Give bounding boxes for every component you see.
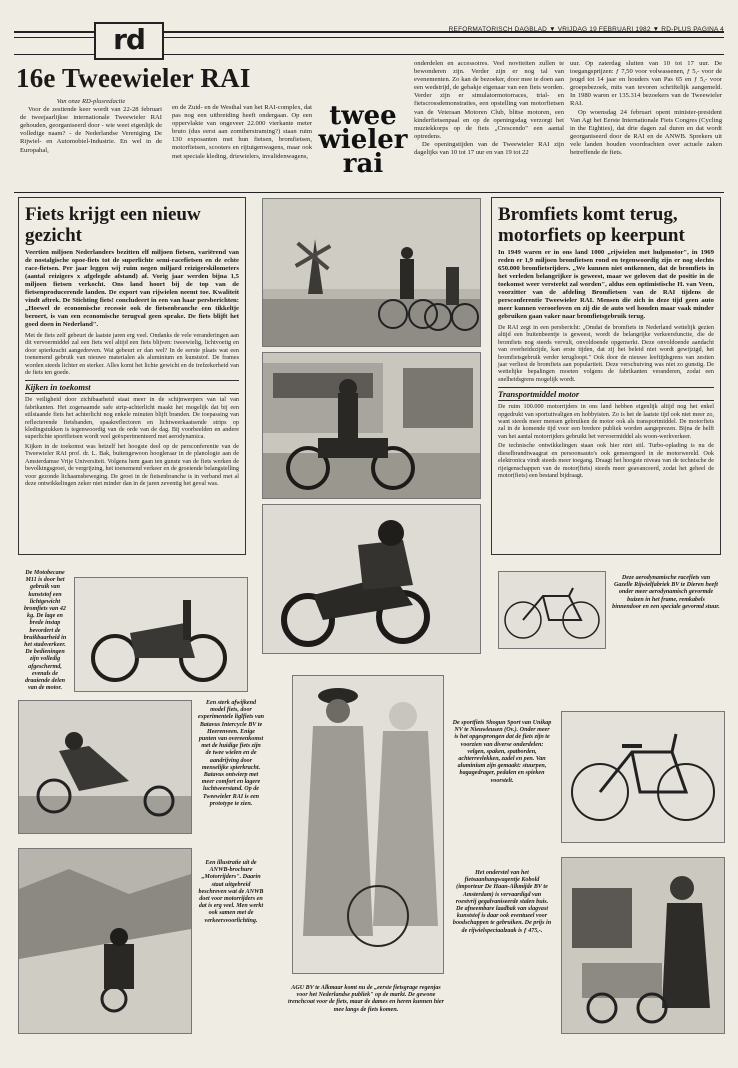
intro-text-3: onderdelen en accessoires. Veel noviteiten zullen te bewonderen zijn. Verder zijn er nog tal van evenementen. Zo kan de bezoeker, door mee te doen aan een wedstrijd, de gebakje eigenaar van een fiets worden. Verder zijn er simulatormotorraces, trial- en fietscrossdemonstraties, een opstelling van motorfietsen van de Veteraan Motoren Club, blitse motoren, een kinderfietsenpaal en op de openingsdag verzorgt het muziekkorps op de fiets „Crescendo" een aantal optredens.: [414, 60, 564, 140]
page-title: 16e Tweewieler RAI: [16, 63, 251, 93]
intro-column-3: [414, 60, 564, 157]
photo-shogun-sportfiets-image: [562, 712, 724, 842]
caption-motobecane: De Motobecane M11 is door het gebruik van kunststof een lichtgewicht bromfiets van 42 kg. De lage en brede instap bevordert de bruikbaarheid in het stadsverkeer. De bedieningen zijn volledig afgeschermd, evenals de draaiende delen van de motor.: [23, 570, 67, 692]
photo-agu-regenjas-image: [293, 676, 443, 973]
header-info: REFORMATORISCH DAGBLAD ▼ VRIJDAG 19 FEBRUARI 1982 ▼ RD-PLUS PAGINA 4: [448, 26, 724, 33]
article-fiets-title: Fiets krijgt een nieuw gezicht: [25, 204, 201, 246]
intro-text-4b: Op woensdag 24 februari opent minister-president Van Agt het Eerste Internationale Fiets Congres (Cycling in the Eighties), dat drie dagen zal duren en dat wordt georganiseerd door de RAI en de ANWB. Sprekers uit vele landen houden voordrachten over actuele zaken betreffende de fiets.: [570, 108, 722, 157]
intro-text-1: Voor de zestiende keer wordt van 22-28 februari de tweejaarlijkse internationale Tweewieler RAI gehouden, georganiseerd door - wie weet eigenlijk de volledige naam? - de Nederlandse Vereniging De Rijwiel- en Automobiel-Industrie. En wel in de Europahal,: [20, 106, 162, 154]
caption-shogun: De sportfiets Shogun Sport van Unikap NV te Nieuwleusen (Ov.). Onder meer is het opgesprongen dat de fiets zijn te voorzien van diverse onderdelen: velgen, spaken, spatborden, achterrevlekken, zadel en pen. Van aluminium zijn gemaakt: stuurpen, bagagedrager, pedalen en spieken voorstelt.: [452, 720, 552, 784]
article-bromfiets-subhead: Transportmiddel motor: [498, 387, 714, 401]
intro-column-1: [20, 98, 162, 155]
article-bromfiets-title: Bromfiets komt terug, motorfiets op keerpunt: [498, 204, 685, 246]
photo-dutch-cyclists-image: [263, 199, 480, 346]
tweewieler-rai-logo: twee wieler rai: [318, 101, 408, 179]
photo-batavus-ligfiets: [18, 700, 192, 834]
article-fiets: [18, 197, 246, 555]
photo-shogun-sportfiets: [561, 711, 725, 843]
intro-text-3b: De openingstijden van de Tweewieler RAI zijn dagelijks van 10 tot 17 uur en van 19 tot 22: [414, 140, 564, 157]
photo-bus-motorcycle-image: [263, 353, 480, 498]
photo-racebike-gazelle: [498, 571, 606, 649]
intro-text-2: en de Zuid- en de Westhal van het RAI-complex, dat pas nog een uitbreiding heeft ondergaan. Op een oppervlakte van ongeveer 22.000 vierkante meter bruto (dus eerst aan zomtherstraming?) staan ruim 130 exposanten met hun fietsen, bromfietsen, motorfietsen, scooters en rijtuigenwagens, maar ook met speciale kleding, driewielers, invalidenwagens,: [172, 104, 312, 160]
intro-column-4: [570, 60, 722, 157]
caption-agu: AGU BV te Alkmaar komt nu de „eerste fietsgrage regenjas voor het Nederlandse publiek" op de markt. De gewone trenchcoat voor de fiets, maar de dames en heren kunnen hier mee langs de fiets komen.: [288, 985, 444, 1013]
article-fiets-body: Met de fiets zelf gebeurt de laatste jaren erg veel. Ondanks de vele veranderingen aan dit vervoermiddel zal een fiets wel altijd een fiets blijven: tweewielig, lichtvoetig en door spierkracht aangedreven. Wat gebeurt er dan wel? In de eerste plaats wat een toenemend gebruik van nieuwe materialen als aluminium en kunststof. De frames worden steeds lichter en sterker. Alles komt het lichte gewicht en de trefzekerheid van de fiets ten goede.: [25, 332, 239, 377]
caption-batavus: Een sterk afwijkend model fiets, door experimentele liglfiets van Batavus Intercycle BV te Heerenveen. Enige punten van overeenkomst met de huidige fiets zijn de twee wielen en de aandrijving door menselijke spierkracht. Batavus ontwierp met meer comfort en lagere luchtweerstand. Op de Tweewieler RAI is een prototype te zien.: [198, 700, 265, 807]
article-bromfiets-lead: In 1949 waren er in ons land 1000 „rijwielen met hulpmotor", in 1969 reden er 1,9 miljoen bromfietsen rond en tegenwoordig zijn er nog slechts 650.000 bromfietsrijders. „We kunnen niet ontkennen, dat de bromfiets in het verleden belangrijker is geweest, maar we geloven dat de positie in de toekomst weer versterkt zal worden", aldus een optimistische H. van Veen, voorzitter van de afdeling Bromfietsen van de RAI tijdens de persconferentie Tweewieler RAI. Mensen die zich in deze tijd geen auto meer kunnen veroorloven en zij die de auto wel houden maar vaak minder gebruiken gaan vaker naar bromfietsgebruik terug.: [498, 249, 714, 320]
intro-text-4: uur. Op zaterdag sluiten van 10 tot 17 uur. De toegangsprijzen: ƒ 7,50 voor volwassenen, ƒ 5,- voor de jeugd tot 14 jaar en houders van Pas 65 en ƒ 5,- voor groepsbezoek, mits van tevoren schriftelijk aangemeld. In 1980 waren er 135.314 bezoekers van de Tweewieler RAI.: [570, 60, 722, 108]
photo-motobecane-moped: [74, 577, 248, 692]
photo-anwb-motorrijder-image: [19, 849, 191, 1033]
photo-batavus-ligfiets-image: [19, 701, 191, 833]
article-fiets-body-2: De veiligheid door zichtbaarheid staat meer in de schijnwerpers van tal van fabrikanten. Het zogenaamde safe strip-achterlicht maakt het mogelijk dat bij een stilstaande fiets het achterlicht nog enkele minuten blijft branden. De toepassing van reflecterende fietsbanden, spaakreflectoren en lichtweerkaatsende strips op kledingstukken is tegenwoordig van de orde van de dag. Bij voorbeelden en andere superlichte sportfietsen wordt veel geëxperimenteerd met aerodynamica.: [25, 396, 239, 441]
photo-motobecane-moped-image: [75, 578, 247, 691]
article-fiets-lead: Veertien miljoen Nederlanders bezitten elf miljoen fietsen, variërend van de nostalgische opoe-fiets tot de superlichte semi-racefietsen en de echte race-fietsen. Per jaar leggen wij ruim negen miljard reizigerskilometers (aantal reizigers x afgelegde afstand) af. Vorig jaar werden bijna 1,5 miljoen fietsen verkocht. Ons land hoort bij de top van de fietsenproducerende landen. De export van rijwielen neemt toe. Kwaliteit vindt aftrek. De Stichting fiets! concludeert in een van haar persberichten: „Hoewel de economische recessie ook de fietsenbranche een tikkeltje beroert, is van een economische terugval geen sprake. De fiets blijft het goed doen in Nederland".: [25, 249, 239, 328]
article-fiets-body-3: Kijken in de toekomst was hetzelf het hoogste deel op de persconferentie van de Tweewieler RAI prof. dr. L. Bak, buitengewoon hoogleraar in de planologie aan de Amsterdamse Vrije Universiteit. Volgens hem gaan ten gunste van de fiets werken de bevolkingsgroei, de vergrijzing, het toenemend verkeer en de groeiende belangstelling voor gezonde lichaamsbeweging. De groei in de fietsenbranche is in verband met al deze ontwikkelingen zeker niet minder dan in de jaren zeventig het geval was.: [25, 442, 239, 487]
article-fiets-subhead: Kijken in toekomst: [25, 380, 239, 394]
photo-racebike-gazelle-image: [499, 572, 605, 648]
article-bromfiets-body-2: De ruim 100.000 motorrijders in ons land hebben eigenlijk altijd nog het enkel opgedrukt van sportuitvaligen en hobbyisten. Zo is het de laatste tijd ook niet meer zo, want steeds meer mensen gebruiken de motor ook als transportmiddel. De motorfiets zal in de komende tijd voor een bredere publiek worden aangeprezen. Bijna de helft van het aantal motorrijders gebruikt het vervoermiddel als woon-werkverkeer.: [498, 403, 714, 440]
photo-kobold-aanhangwagen-image: [562, 858, 724, 1033]
photo-dutch-cyclists: [262, 198, 481, 347]
photo-bus-motorcycle: [262, 352, 481, 499]
article-bromfiets-body-3: De technische ontwikkelingen staan ook hier niet stil. Turbo-oplading is nu de dieselbrandtwaagrat en persoonsauto's ook gemeengoed in de motorwereld. Ook elektronica vindt steeds meer toegang. Draagt het hoogste niveau van de technische de rijeigenschappen van de motor(fiets) steeds meer geavanceerd, zodat het geheel de motor(fiets) een bestand bijdraagt.: [498, 442, 714, 479]
caption-gazelle: Deze aerodynamische racefiets van Gazelle Rijwielfabriek BV te Dieren heeft onder meer aerodynamisch gevormde buizen in het frame, remkabels binnendoor en een speciale gevormd stuur.: [612, 575, 720, 610]
photo-motorcyclist-leaning-image: [263, 505, 480, 653]
caption-anwb: Een illustratie uit de ANWB-brochure „Motorrijders". Daarin staat uitgebreid beschreven wat de ANWB doet voor motorrijders en dat is erg veel. Men werkt ook samen met de verkeersvoorlichting.: [198, 860, 264, 924]
photo-kobold-aanhangwagen: [561, 857, 725, 1034]
byline: Van onze RD-plusredactie: [56, 98, 126, 105]
intro-column-2: [172, 104, 312, 161]
photo-motorcyclist-leaning: [262, 504, 481, 654]
section-rule: [14, 192, 724, 193]
article-bromfiets: [491, 197, 721, 555]
photo-anwb-motorrijder: [18, 848, 192, 1034]
rd-logo: rd: [94, 22, 164, 60]
photo-agu-regenjas: [292, 675, 444, 974]
caption-kobold: Het onderstel van het fietsaanhangwagentje Kobold (importeur De Haan-Alkmijde BV te Amsterdam) is vervaardigd van roestvrij gegalvaniseerde stalen buis. De afneembare laadbak van slagvast kunststof is daar ook eventueel voor boodschappen te gebruiken. De prijs in de rijwielspeciaalzaak is ƒ 475,-.: [452, 870, 552, 934]
article-bromfiets-body: De RAI zegt in een persbericht: „Omdat de bromfiets in Nederland wettelijk gezien altijd een buitenbeentje is geweest, wordt de belangrijke verkeersfunctie, die de bromfiets nog steeds vervult, onvoldoende opgemerkt. Deze onvoldoende aandacht van overheidszijde, kan erste tijden, dat zij het beleid niet wordt gewijzigd, het bromfietsgebruik verder terugloopt." Ook door de nieuwe leeftijdsgrens van zestien jaar verliest de bromfiets aan populariteit. Deze verschuiving was niet zo gunstig. De wettelijke bepalingen moeten volgens de fabrikanten veranderen, zodat een snelheidsgrens mogelijk wordt.: [498, 324, 714, 383]
